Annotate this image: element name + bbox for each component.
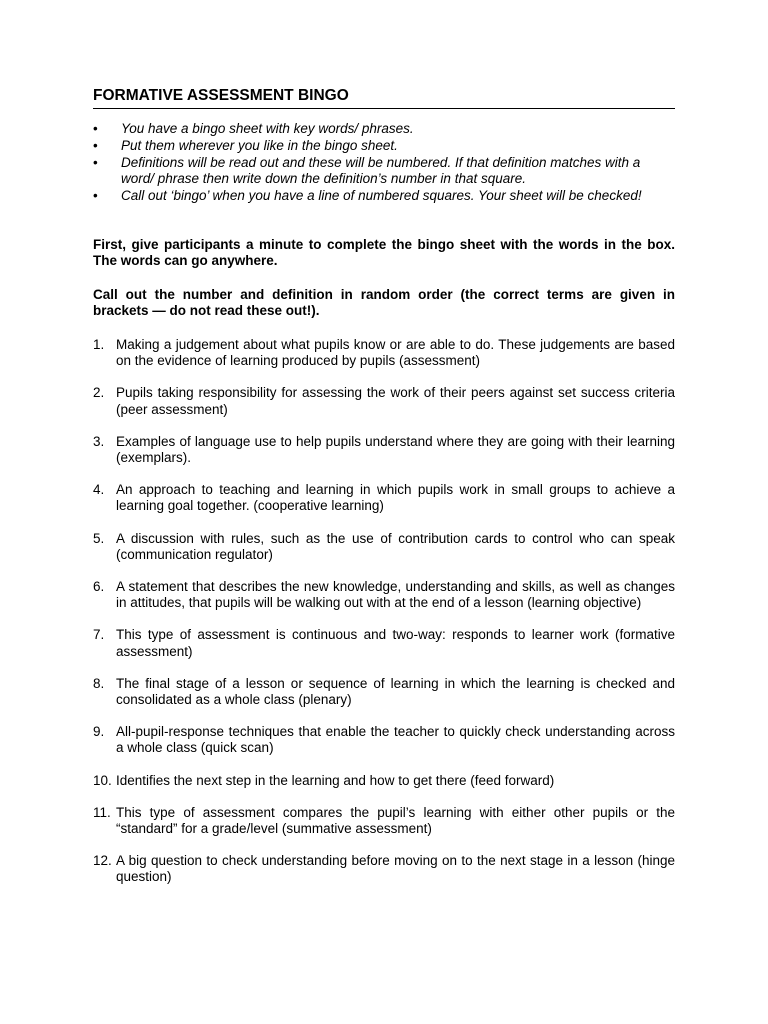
page-title: FORMATIVE ASSESSMENT BINGO — [93, 86, 675, 109]
definition-number: 10. — [93, 772, 112, 788]
definition-text: Making a judgement about what pupils know or are able to do. These judgements are based on the evidence of learning produced by pupils (assessment) — [116, 336, 675, 369]
bullet-text: Call out ‘bingo’ when you have a line of numbered squares. Your sheet will be checked! — [121, 188, 642, 204]
definition-number: 12. — [93, 852, 112, 868]
definition-number: 8. — [93, 675, 105, 691]
definition-number: 2. — [93, 385, 105, 401]
definition-text: A discussion with rules, such as the use of contribution cards to control who can speak (communication regulator) — [116, 530, 675, 562]
facilitator-instruction-1: First, give participants a minute to complete the bingo sheet with the words in the box. The words can go anywhere. — [93, 236, 675, 269]
bullet-text: You have a bingo sheet with key words/ phrases. — [121, 121, 414, 136]
bullet-icon: • — [93, 188, 98, 204]
instruction-bullet-list — [93, 121, 675, 205]
definition-item — [93, 627, 675, 660]
definition-number: 4. — [93, 482, 105, 498]
definition-item — [93, 579, 675, 612]
bullet-text: Put them wherever you like in the bingo sheet. — [121, 137, 398, 153]
definition-text: A big question to check understanding before moving on to the next stage in a lesson (hinge question) — [116, 852, 675, 885]
definition-text: Pupils taking responsibility for assessing the work of their peers against set success criteria (peer assessment) — [116, 385, 675, 417]
definition-number: 1. — [93, 336, 105, 352]
definition-text: A statement that describes the new knowledge, understanding and skills, as well as changes in attitudes, that pupils will be walking out with at the end of a lesson (learning objective) — [116, 578, 675, 611]
definition-item — [93, 434, 675, 467]
bullet-item — [93, 188, 675, 205]
definition-number: 3. — [93, 433, 105, 449]
definition-item — [93, 531, 675, 564]
definition-item — [93, 853, 675, 886]
definition-item — [93, 337, 675, 370]
bullet-item — [93, 138, 675, 155]
definition-item — [93, 676, 675, 709]
bullet-item — [93, 121, 675, 138]
bullet-icon: • — [93, 154, 98, 170]
bullet-icon: • — [93, 137, 98, 153]
facilitator-instruction-2: Call out the number and definition in random order (the correct terms are given in brackets — do not read these out!). — [93, 286, 675, 319]
definition-item — [93, 385, 675, 418]
definition-text: This type of assessment compares the pupil’s learning with either other pupils or the “standard” for a grade/level (summative assessment) — [116, 804, 675, 836]
definition-text: All-pupil-response techniques that enable the teacher to quickly check understanding across a whole class (quick scan) — [116, 724, 675, 756]
definition-text: This type of assessment is continuous and two-way: responds to learner work (formative assessment) — [116, 627, 675, 659]
definition-text: The final stage of a lesson or sequence of learning in which the learning is checked and consolidated as a whole class (plenary) — [116, 675, 675, 708]
definition-item — [93, 724, 675, 757]
definition-item — [93, 773, 675, 789]
definition-number: 5. — [93, 530, 105, 546]
definition-text: Examples of language use to help pupils understand where they are going with their learning (exemplars). — [116, 433, 675, 466]
bullet-icon: • — [93, 121, 98, 136]
definition-text: An approach to teaching and learning in which pupils work in small groups to achieve a learning goal together. (cooperative learning) — [116, 482, 675, 514]
definition-number: 7. — [93, 627, 105, 643]
definition-item — [93, 805, 675, 838]
definition-number: 6. — [93, 578, 105, 594]
definition-item — [93, 482, 675, 515]
definition-number: 9. — [93, 724, 105, 740]
bullet-item — [93, 155, 675, 189]
definition-text: Identifies the next step in the learning and how to get there (feed forward) — [116, 772, 555, 788]
bullet-text: Definitions will be read out and these will be numbered. If that definition matches with a word/ phrase then write down the definition’s number in that square. — [121, 154, 641, 187]
definition-list — [93, 337, 675, 886]
definition-number: 11. — [93, 804, 111, 820]
